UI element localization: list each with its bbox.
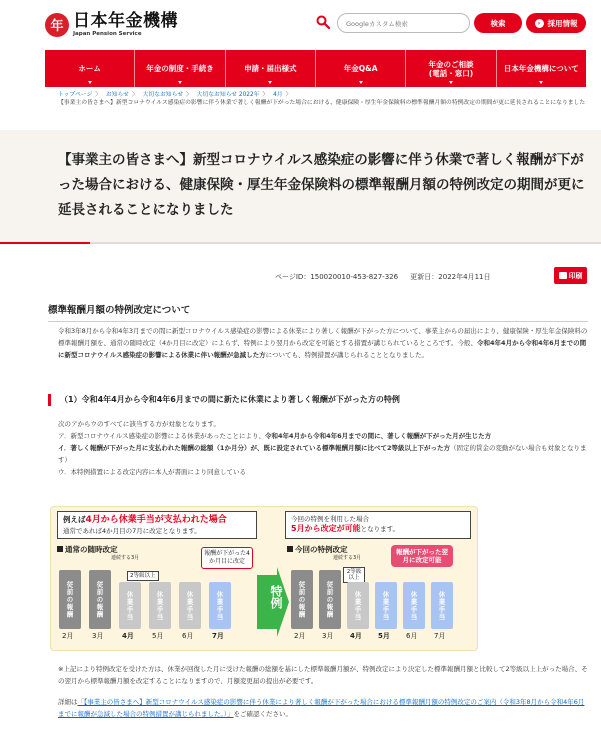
month-label: 5月 [378, 632, 390, 640]
nav-consult[interactable]: 年金のご相談 (電話・窓口) [406, 50, 496, 87]
title-band [0, 130, 601, 244]
right-span-label: 連続する3月 [333, 555, 362, 561]
month-label: 7月 [434, 632, 446, 640]
right-panel-header: 今回の特例を利用した場合 5月から改定が可能となります。 [285, 511, 471, 539]
search-button[interactable]: 検索 [474, 13, 522, 33]
recruit-button-label: 採用情報 [547, 18, 578, 28]
search-icon[interactable] [316, 15, 330, 29]
left-col-feb: 従前の報酬 [59, 570, 81, 629]
conditions-intro: 次のアからウのすべてに該当する方が対象となります。 [58, 420, 220, 428]
right-col-apr: 休業手当 [347, 582, 369, 629]
caret-down-icon [268, 81, 272, 84]
right-section-label: 今回の特例改定 [287, 544, 348, 555]
details-link[interactable]: 「【事業主の皆さまへ】新型コロナウイルス感染症の影響に伴う休業により著しく報酬が下がった場合における標準報酬月額の特例改定のご案内（令和3年8月から令和4年6月までに報酬が急減した場合の特例措置が講じられました。）」 [58, 698, 585, 718]
nav-about[interactable]: 日本年金機構について [497, 50, 586, 87]
nav-forms[interactable]: 申請・届出様式 [226, 50, 316, 87]
caret-down-icon [539, 81, 543, 84]
title-accent-line [0, 242, 90, 244]
left-col-jul: 休業手当 [209, 582, 231, 629]
logo-mark-icon: 年 [45, 13, 69, 37]
left-col-mar: 従前の報酬 [89, 570, 111, 629]
month-label: 3月 [92, 632, 104, 640]
utility-links [565, 0, 571, 7]
conditions-list [58, 418, 588, 478]
month-label: 5月 [152, 632, 164, 640]
page-id: ページID：150020010-453-827-326 [275, 273, 399, 281]
left-grade-label: 2等級以上 [127, 571, 159, 581]
right-grade-label: 2等級以上 [343, 567, 365, 583]
left-panel-header: 例えば4月から休業手当が支払われた場合 通常であれば4か月目の7月に改定となります。 [57, 511, 257, 539]
section-heading: 標準報酬月額の特例改定について [48, 302, 588, 322]
left-section-label: 通常の随時改定 [57, 544, 118, 555]
top-utility-bar [0, 0, 601, 8]
right-col-mar: 従前の報酬 [319, 570, 341, 629]
left-col-may: 休業手当 [149, 582, 171, 629]
note-paragraph: ※上記により特例改定を受けた方は、休業が回復した月に受けた報酬の総額を基にした標準報酬月額が、特例改定により決定した標準報酬月額と比較して2等級以上上がった場合、その翌月から標準報酬月額を改定することになりますので、月額変更届の提出が必要です。 [58, 665, 588, 685]
page-meta [275, 272, 500, 282]
caret-down-icon [178, 81, 182, 84]
breadcrumb-news[interactable]: お知らせ [105, 92, 129, 98]
breadcrumb: トップページ 〉 お知らせ 〉 大切なお知らせ 〉 大切なお知らせ 2022年 〉 4月 〉 【事業主の皆さまへ】新型コロナウイルス感染症の影響に伴う休業で著しく報酬が下がった場合における、健康保険・厚生年金保険料の標準報酬月額の特例改定の期間が更に延長されることになりました [58, 92, 586, 106]
print-label: 印刷 [568, 271, 583, 280]
site-logo[interactable] [45, 12, 178, 37]
month-label: 4月 [122, 632, 134, 640]
breadcrumb-current: 【事業主の皆さまへ】新型コロナウイルス感染症の影響に伴う休業で著しく報酬が下がった場合における、健康保険・厚生年金保険料の標準報酬月額の特例改定の期間が更に延長されることになりました [58, 100, 586, 106]
caret-down-icon [88, 81, 92, 84]
print-button[interactable] [554, 267, 587, 284]
printer-icon [559, 272, 567, 279]
caret-down-icon [359, 81, 363, 84]
recruit-button[interactable] [526, 13, 586, 33]
chevron-right-icon: › [535, 19, 544, 28]
month-label: 6月 [182, 632, 194, 640]
left-span-label: 連続する3月 [111, 555, 140, 561]
breadcrumb-important-2022[interactable]: 大切なお知らせ 2022年 [196, 92, 260, 98]
left-col-jun: 休業手当 [179, 582, 201, 629]
month-label: 3月 [322, 632, 334, 640]
logo-english-text: Japan Pension Service [73, 31, 142, 37]
arrow-label: 特例 [269, 585, 283, 609]
search-input[interactable]: Googleカスタム検索 [337, 13, 470, 33]
month-label: 6月 [406, 632, 418, 640]
right-col-feb: 従前の報酬 [291, 570, 313, 629]
revision-diagram [50, 506, 478, 651]
month-label: 7月 [212, 632, 224, 640]
page-title: 【事業主の皆さまへ】新型コロナウイルス感染症の影響に伴う休業で著しく報酬が下がった場合における、健康保険・厚生年金保険料の標準報酬月額の特例改定の期間が更に延長されることになりました [58, 152, 585, 218]
logo-japanese-text: 日本年金機構 [73, 11, 178, 31]
right-col-may: 休業手当 [375, 582, 397, 629]
condition-i: イ．著しく報酬が下がった月に支払われた報酬の総額（1か月分）が、既に設定されている標準報酬月額に比べて2等級以上下がった方（固定的賃金の変動がない場合も対象となります） [58, 444, 587, 464]
left-callout: 報酬が下がった4か月目に改定 [201, 547, 253, 569]
subsection-heading: （1）令和4年4月から令和4年6月までの間に新たに休業により著しく報酬が下がった方の特例 [48, 394, 588, 406]
condition-a: ア．新型コロナウイルス感染症の影響による休業があったことにより、令和4年4月から令和4年6月までの間に、著しく報酬が下がった月が生じた方 [58, 432, 492, 440]
month-label: 4月 [350, 632, 362, 640]
right-callout: 報酬が下がった翌月に改定可能 [391, 545, 453, 567]
nav-home[interactable]: ホーム [45, 50, 135, 87]
right-col-jun: 休業手当 [403, 582, 425, 629]
right-col-jul: 休業手当 [431, 582, 453, 629]
global-nav [45, 50, 586, 87]
month-label: 2月 [294, 632, 306, 640]
nav-system[interactable]: 年金の制度・手続き [135, 50, 225, 87]
details-paragraph: 詳細は「【事業主の皆さまへ】新型コロナウイルス感染症の影響に伴う休業により著しく報酬が下がった場合における標準報酬月額の特例改定のご案内（令和3年8月から令和4年6月までに報酬が急減した場合の特例措置が講じられました。）」をご確認ください。 [58, 698, 585, 718]
condition-u: ウ．本特例措置による改定内容に本人が書面により同意している [58, 468, 246, 476]
month-label: 2月 [62, 632, 74, 640]
breadcrumb-important[interactable]: 大切なお知らせ [142, 92, 183, 98]
breadcrumb-top[interactable]: トップページ [58, 92, 93, 98]
updated-date: 更新日：2022年4月11日 [410, 273, 491, 281]
intro-paragraph: 令和3年8月から令和4年3月までの間に新型コロナウイルス感染症の影響による休業により著しく報酬が下がった方について、事業主からの届出により、健康保険・厚生年金保険料の標準報酬月額を、通常の随時改定（4か月目に改定）によらず、特例により翌月から改定を可能とする措置が講じられているところです。今般、令和4年4月から令和4年6月までの間に新型コロナウイルス感染症の影響による休業に伴い報酬が急減した方についても、特例措置が講じられることとなりました。 [58, 327, 588, 359]
nav-qa[interactable]: 年金Q&A [316, 50, 406, 87]
left-col-apr: 休業手当 [119, 582, 141, 629]
caret-down-icon [449, 81, 453, 84]
breadcrumb-april[interactable]: 4月 [273, 92, 283, 98]
